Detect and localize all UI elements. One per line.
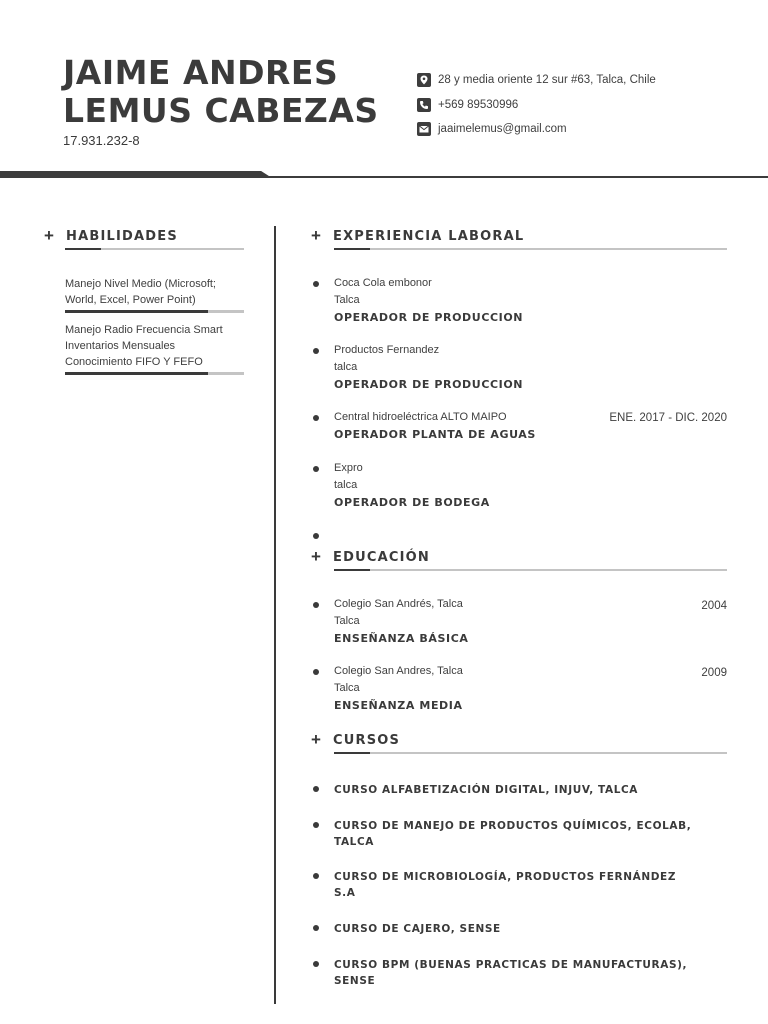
skill-item-2: Manejo Radio Frecuencia Smart Inventarios Mensuales Conocimiento FIFO Y FEFO bbox=[65, 324, 223, 368]
education-underline bbox=[334, 569, 727, 571]
course-item-2: CURSO DE MANEJO DE PRODUCTOS QUÍMICOS, ECOLAB, TALCA bbox=[334, 820, 692, 848]
courses-underline-accent bbox=[334, 752, 370, 754]
city: talca bbox=[334, 479, 358, 491]
role: OPERADOR PLANTA DE AGUAS bbox=[334, 428, 536, 441]
role: OPERADOR DE PRODUCCION bbox=[334, 378, 524, 391]
skill-level-bar-1 bbox=[65, 310, 244, 313]
map-pin-icon bbox=[417, 73, 431, 87]
skill-level-fill-2 bbox=[65, 372, 208, 375]
contact-address bbox=[417, 68, 656, 93]
education-item-1 bbox=[334, 596, 469, 647]
name-line-1: JAIME ANDRES bbox=[63, 53, 339, 92]
company: Expro bbox=[334, 462, 363, 474]
plus-icon: + bbox=[311, 730, 321, 749]
contact-phone bbox=[417, 93, 656, 118]
education-underline-accent bbox=[334, 569, 370, 571]
education-title: EDUCACIÓN bbox=[333, 549, 430, 565]
phone-text: +569 89530996 bbox=[438, 98, 519, 111]
bullet-icon bbox=[313, 281, 319, 287]
candidate-name bbox=[63, 54, 379, 130]
bullet-icon bbox=[313, 669, 319, 675]
experience-item-1 bbox=[334, 275, 523, 326]
bullet-icon bbox=[313, 348, 319, 354]
column-divider bbox=[274, 226, 276, 1004]
bullet-icon bbox=[313, 961, 319, 967]
address-text: 28 y media oriente 12 sur #63, Talca, Chile bbox=[438, 74, 656, 87]
experience-date: ENE. 2017 - DIC. 2020 bbox=[609, 412, 727, 424]
role: OPERADOR DE BODEGA bbox=[334, 496, 490, 509]
company: Productos Fernandez bbox=[334, 344, 440, 356]
skills-title: HABILIDADES bbox=[66, 228, 178, 244]
city: Talca bbox=[334, 615, 360, 627]
contact-email bbox=[417, 117, 656, 142]
bullet-icon bbox=[313, 925, 319, 931]
skill-level-fill-1 bbox=[65, 310, 208, 313]
contact-block bbox=[417, 68, 656, 142]
plus-icon: + bbox=[44, 226, 54, 245]
course-item-1: CURSO ALFABETIZACIÓN DIGITAL, INJUV, TALCA bbox=[334, 784, 639, 796]
courses-header bbox=[311, 730, 400, 750]
bullet-icon bbox=[313, 415, 319, 421]
rut-number: 17.931.232-8 bbox=[63, 133, 140, 148]
experience-item-3 bbox=[334, 409, 536, 443]
role: OPERADOR DE PRODUCCION bbox=[334, 311, 524, 324]
bullet-icon bbox=[313, 466, 319, 472]
experience-header bbox=[311, 226, 524, 246]
bullet-icon bbox=[313, 822, 319, 828]
course-item-4: CURSO DE CAJERO, SENSE bbox=[334, 923, 501, 935]
courses-underline bbox=[334, 752, 727, 754]
bullet-icon bbox=[313, 533, 319, 539]
education-year: 2004 bbox=[701, 600, 727, 612]
plus-icon: + bbox=[311, 547, 321, 566]
school: Colegio San Andres, Talca bbox=[334, 665, 463, 677]
skill-level-bar-2 bbox=[65, 372, 244, 375]
name-line-2: LEMUS CABEZAS bbox=[63, 91, 379, 130]
education-year: 2009 bbox=[701, 667, 727, 679]
skills-header bbox=[44, 226, 178, 246]
degree: ENSEÑANZA BÁSICA bbox=[334, 632, 469, 645]
email-link[interactable]: jaaimelemus@gmail.com bbox=[438, 123, 567, 136]
degree: ENSEÑANZA MEDIA bbox=[334, 699, 463, 712]
experience-title: EXPERIENCIA LABORAL bbox=[333, 228, 525, 244]
experience-underline-accent bbox=[334, 248, 370, 250]
bullet-icon bbox=[313, 873, 319, 879]
course-item-5: CURSO BPM (BUENAS PRACTICAS DE MANUFACTURAS), SENSE bbox=[334, 959, 688, 987]
experience-underline bbox=[334, 248, 727, 250]
skill-item-1: Manejo Nivel Medio (Microsoft; World, Excel, Power Point) bbox=[65, 278, 216, 306]
phone-icon bbox=[417, 98, 431, 112]
company: Central hidroeléctrica ALTO MAIPO bbox=[334, 411, 507, 423]
header-divider bbox=[0, 176, 768, 178]
education-header bbox=[311, 547, 430, 567]
city: Talca bbox=[334, 682, 360, 694]
plus-icon: + bbox=[311, 226, 321, 245]
skills-underline-accent bbox=[65, 248, 101, 250]
bullet-icon bbox=[313, 786, 319, 792]
company: Coca Cola embonor bbox=[334, 277, 432, 289]
course-item-3: CURSO DE MICROBIOLOGÍA, PRODUCTOS FERNÁNDEZ S.A bbox=[334, 871, 677, 899]
school: Colegio San Andrés, Talca bbox=[334, 598, 463, 610]
courses-title: CURSOS bbox=[333, 732, 401, 748]
experience-item-4 bbox=[334, 460, 490, 511]
city: talca bbox=[334, 361, 358, 373]
education-item-2 bbox=[334, 663, 463, 714]
city: Talca bbox=[334, 294, 360, 306]
experience-item-2 bbox=[334, 342, 523, 393]
envelope-icon bbox=[417, 122, 431, 136]
bullet-icon bbox=[313, 602, 319, 608]
